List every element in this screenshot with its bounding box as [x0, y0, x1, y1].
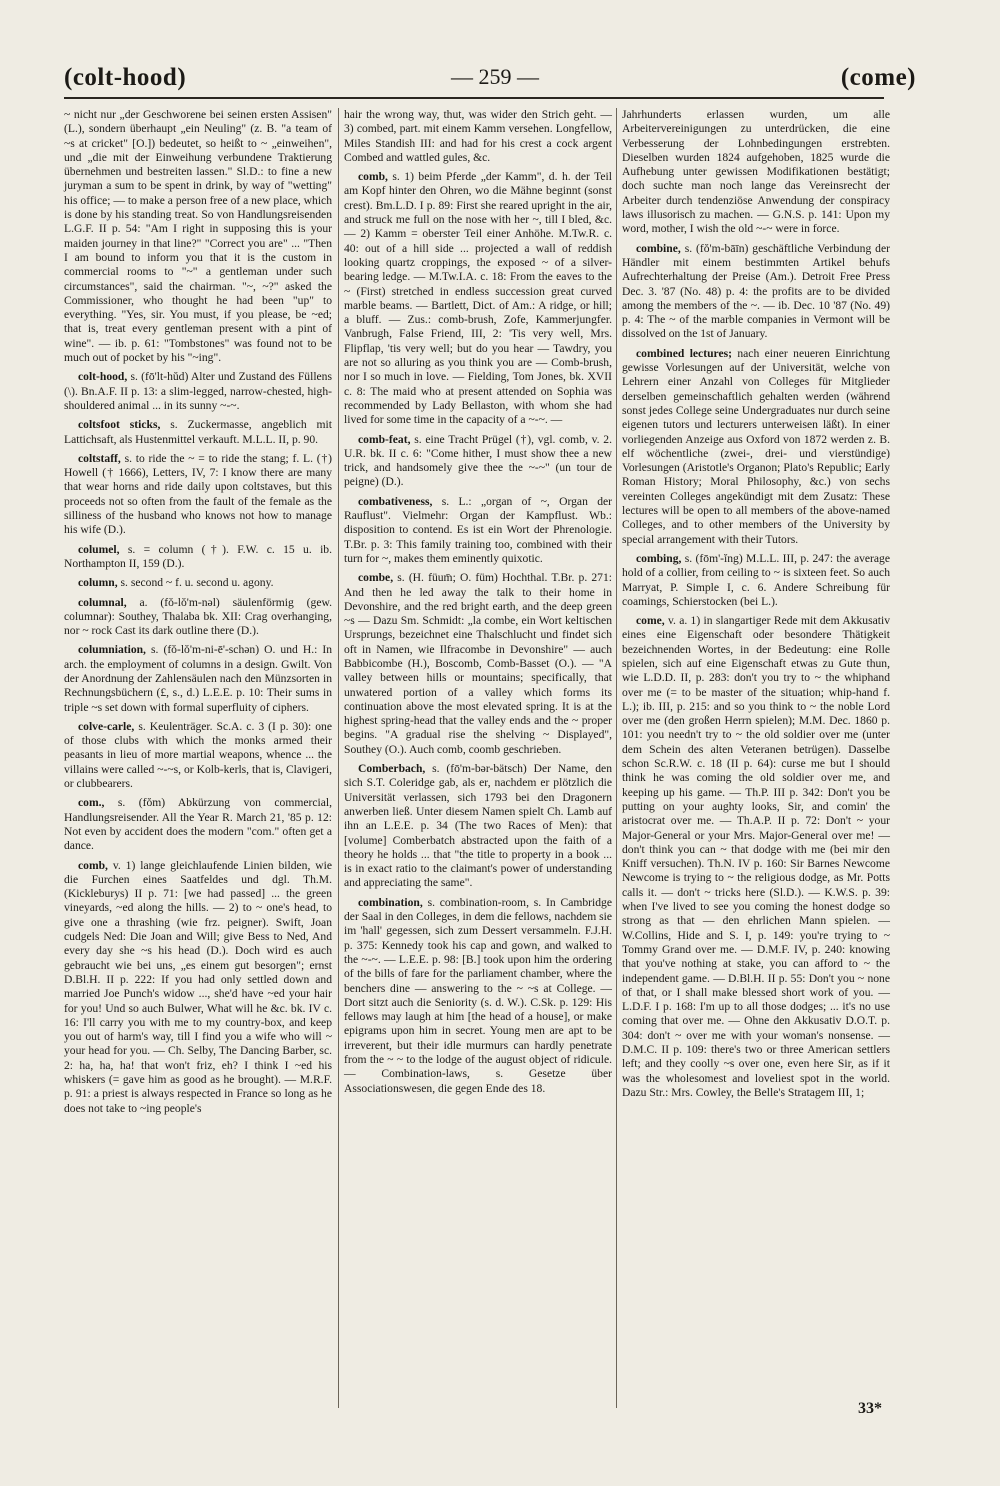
- entry-text: s. eine Tracht Prügel (†), vgl. comb, v. 2. U.R. bk. II c. 6: "Come hither, I must show thee a new trick, and handsomely give thee the ~-~" (un tour de peigne) (D.).: [344, 432, 612, 489]
- entry-text: s. combination-room, s. In Cambridge der Saal in den Colleges, in dem die fellows, nachdem sie im 'hall' gegessen, sich zum Dessert versammeln. F.J.H. p. 375: Kennedy took his cap and gown, and walked to the ~-~. — L.E.E. p. 98: [B.] took upon him the ordering of the bills of fare for the parliament chamber, where the benchers dine — answering to the ~ ~s at College. — Dort sitzt auch die Seniority (s. d. W.). C.Sk. p. 129: His fellows may laugh at him [the head of a house], or make epigrams upon him in secret. Young men are apt to be irreverent, but their idle murmurs can hardly penetrate from the ~ ~ to the lodge of the august object of ridicule. — Combination-laws, s. Gesetze über Associationswesen, die gegen Ende des 18.: [344, 895, 612, 1095]
- entry-text: nach einer neueren Einrichtung gewisse Vorlesungen auf der Universität, welche von Lehrern einer Anzahl von Colleges für Mitglieder derselben gemeinschaftlich gehalten werden (während sonst jedes College seine Undergraduates nur durch seine eigenen tutors und lecturers unterweisen läßt). In einer vorliegenden Anzeige aus Oxford von 1872 werden z. B. elf wöchentliche (zwei-, drei- und vierstündige) Vorlesungen (Aristotle's Organon; Plato's Republic; Early Roman History; Moral Philosophy, &c.) von sechs vereinten Colleges angekündigt mit dem Zusatz: These lectures will be open to all members of the above-named Colleges, and to other members of the University by special arrangement with their Tutors.: [622, 346, 890, 546]
- column-divider: [338, 108, 339, 1408]
- dictionary-entry: [64, 859, 332, 1116]
- entry-headword: comb-feat,: [358, 432, 411, 446]
- dictionary-entry: [622, 614, 890, 1100]
- entry-headword: coltstaff,: [78, 451, 121, 465]
- dictionary-entry: [344, 896, 612, 1096]
- entry-headword: combination,: [358, 895, 423, 909]
- entry-headword: coltsfoot sticks,: [78, 418, 161, 432]
- dictionary-entry: [64, 452, 332, 538]
- column-divider: [616, 108, 617, 1408]
- entry-text: s. (fŏ-lŏ'm-ni-ē'-schən) O. und H.: In arch. the employment of columns in a design. Gwilt. Von der Anordnung der Zahlensäulen nach den Münzsorten in Rechnungsbüchern (£, s., d.) L.E.E. p. 10: Their sums in triple ~s set down with formal superfluity of ciphers.: [64, 643, 333, 714]
- dictionary-entry: [622, 108, 890, 237]
- entry-headword: comb,: [358, 170, 388, 184]
- entry-headword: column,: [78, 576, 118, 590]
- entry-headword: columnal,: [78, 595, 127, 609]
- dictionary-entry: [64, 543, 332, 572]
- dictionary-entry: [622, 347, 890, 547]
- dictionary-entry: [344, 170, 612, 427]
- entry-text: s. (fŏm) Abkürzung von commercial, Handlungsreisender. All the Year R. March 21, '85 p. 12: Not even by accident does the modern "com." often get a dance.: [64, 796, 332, 853]
- entry-text: s. Keulenträger. Sc.A. c. 3 (I p. 30): one of those clubs with which the monks armed their peasants in lieu of more martial weapons, whence ... the villains were called ~-~s, or Kolb-kerls, that is, Clavigeri, or clubbearers.: [64, 719, 332, 791]
- entry-text: Jahrhunderts erlassen wurden, um alle Arbeitervereinigungen zu unterdrücken, die eine Verbesserung der Lohnbedingungen erstrebten. Dieselben wurden 1824 aufgehoben, 1825 wurde die Aufhebung unter gewissen Modifikationen bestätigt; doch suchte man noch lange das Vereinsrecht der Arbeiter durch tendenziöse Anwendung der conspiracy laws illusorisch zu machen. — G.N.S. p. 141: Upon my word, mother, I wish the old ~-~ were in force.: [622, 108, 890, 236]
- dictionary-entry: [64, 796, 332, 853]
- dictionary-entry: [64, 418, 332, 447]
- entry-text: s. second ~ f. u. second u. agony.: [120, 576, 274, 590]
- signature-mark: 33*: [858, 1400, 882, 1417]
- dictionary-entry: [64, 370, 332, 413]
- entry-headword: combine,: [636, 241, 681, 255]
- entry-headword: combing,: [636, 551, 682, 565]
- column-middle: [344, 108, 612, 1101]
- entry-headword: combe,: [358, 571, 394, 585]
- entry-text: s. 1) beim Pferde „der Kamm", d. h. der Teil am Kopf hinter den Ohren, wo die Mähne beginnt (sonst crest). Bm.L.D. I p. 89: First she reared upright in the air, and struck me full on the nose with her ~, till I bled, &c. — 2) Kamm = oberster Teil einer Anhöhe. M.Tw.R. c. 40: out of a hill side ... projected a wall of reddish looking quartz croppings, the exposed ~ of a silver-bearing ledge. — M.Tw.I.A. c. 18: From the eaves to the ~ (First) stretched in endless succession great curved marble beams. — Bartlett, Dict. of Am.: A ridge, or hill; a bluff. — Zus.: comb-brush, Zofe, Kammerjungfer. Vanbrugh, False Friend, III, 2: 'Tis very well, Mrs. Flipflap, 'tis very well; but do you hear — Tawdry, you are not so alluring as you think you are — Comb-brush, nor I so much in love. — Fielding, Tom Jones, bk. XVII c. 8: The maid who at present attended on Sophia was recommended by Lady Bellaston, with whom she had lived for some time in the capacity of a ~-~. —: [344, 170, 613, 427]
- entry-text: v. 1) lange gleichlaufende Linien bilden, wie die Furchen eines Saatfeldes und dgl. Th.M. (Kickleburys) II p. 71: [we had passed] ... the green vineyards, ~ed along the hills. — 2) to ~ one's head, to give one a thrashing (wie frz. peigner). Swift, Joan cudgels Ned: Die Joan and Will; give Bess to Ned, And every day she ~s his head (D.). Doch wird es auch gebraucht wie bei uns, „es einem gut besorgen"; ernst D.Bl.H. II p. 222: If you had only settled down and married Joe Punch's widow ..., she'd have ~ed your hair for you! Und so auch Bulwer, What will he &c. bk. IV c. 16: I'll carry you with me to my country-box, and keep you out of harm's way, till I find you a wife who will ~ your head for you. — Ch. Selby, The Dancing Barber, sc. 2: ha, ha, ha! that won't friz, eh? I think I ~ed his whiskers (= gave him as good as he brought). — M.R.F. p. 91: a priest is always respected in France so long as he does not take to ~ing people's: [64, 858, 332, 1115]
- entry-text: v. a. 1) in slangartiger Rede mit dem Akkusativ eines eine Eigenschaft oder besondere Thätigkeit bezeichnenden Wortes, in der Bedeutung: eine Rolle spielen, sich auf eine Eigenschaft etwas zu Gute thun, wie L.D.D. II, p. 283: don't you try to ~ the whiphand over me (= to be master of the situation; whip-hand f. L.); ib. III, p. 215: and so you think to ~ the noble Lord over me (den großen Herrn spielen); M.M. Dec. 1860 p. 101: you needn't try to ~ the old soldier over me (unter dem Schein des alten Veteranen betrügen). Dasselbe schon Sc.R.W. c. 18 (II p. 64): curse me but I should think he was coming the old soldier over me, and keeping up his game. — Th.P. III p. 342: Don't you be putting on your aughty looks, Sir, and comin' the aristocrat over me. — Th.A.P. II p. 72: Don't ~ your Major-General or your Mrs. Major-General over me! — don't think you can ~ that dodge with me (bei mir den Kniff versuchen). Th.N. IV p. 160: Sir Barnes Newcome Newcome is trying to ~ the religious dodge, as Mr. Potts calls it. — don't ~ tricks here (Sl.D.). — K.W.S. p. 39: when I've lived to see you coming the honest dodge so strong as that — den ehrlichen Mann spielen. — W.Collins, Hide and S. I, p. 149: you're trying to ~ Tommy Grand over me. — D.M.F. IV, p. 240: knowing that you've nothing at stake, you can afford to ~ the independent game. — D.Bl.H. II p. 55: Don't you ~ none of that, or I shall make blessed short work of you. — L.D.F. I p. 168: I'm up to all those dodges; ... it's no use coming that over me. — Ohne den Akkusativ D.O.T. p. 304: don't ~ over me with your woman's nonsense. — D.M.C. II p. 109: there's two or three American settlers left; and they coolly ~s over one, even here Sir, as if it was the wholesomest and loveliest spot in the world. Dazu Str.: Mrs. Cowley, the Belle's Stratagem III, 1;: [622, 614, 891, 1099]
- entry-text: s. (fō'lt-hŭd) Alter und Zustand des Füllens (\). Bn.A.F. II p. 13: a slim-legged, narrow-chested, high-shouldered animal ... in its sunny ~-~.: [64, 370, 332, 412]
- right-guide-word: (come): [840, 64, 916, 91]
- entry-headword: combativeness,: [358, 494, 433, 508]
- entry-text: hair the wrong way, thut, was wider den Strich geht. — 3) combed, part. mit einem Kamm versehen. Longfellow, Miles Standish III: and had for his crest a cock argent Combed and wattled gules, &c.: [344, 108, 612, 164]
- entry-text: s. = column (†). F.W. c. 15 u. ib. Northampton II, 159 (D.).: [64, 542, 332, 570]
- entry-text: s. (fōm'-ĭng) M.L.L. III, p. 247: the average hold of a collier, from ceiling to ~ is sixteen feet. So auch Marryat, P. Simple I, c. 6. Andere Schreibung für coamings, Schierstocken (bei L.).: [622, 551, 890, 608]
- dictionary-entry: [344, 433, 612, 490]
- dictionary-entry: [622, 242, 890, 342]
- entry-headword: columel,: [78, 542, 120, 556]
- dictionary-entry: [64, 720, 332, 791]
- column-left: [64, 108, 332, 1121]
- dictionary-entry: [344, 495, 612, 566]
- entry-headword: com.,: [78, 796, 105, 810]
- dictionary-entry: [64, 596, 332, 639]
- left-guide-word: (colt-hood): [64, 64, 187, 91]
- dictionary-entry: [344, 571, 612, 757]
- entry-headword: colve-carle,: [78, 719, 135, 733]
- entry-headword: come,: [636, 614, 665, 628]
- column-right: [622, 108, 890, 1105]
- entry-headword: combined lectures;: [636, 346, 732, 360]
- dictionary-entry: [64, 643, 332, 714]
- page-number: — 259 —: [451, 64, 539, 89]
- dictionary-entry: [64, 576, 332, 590]
- dictionary-entry: [64, 108, 332, 365]
- entry-headword: Comberbach,: [358, 762, 426, 776]
- entry-text: s. (fō'm-bər-bätsch) Der Name, den sich S.T. Coleridge gab, als er, nachdem er plötzlich die Universität verlassen, sich 1793 bei den Dragonern anwerben ließ. Unter diesem Namen spielt Ch. Lamb auf ihn an L.E.E. p. 34 (The two Races of Men): that [volume] Comberbatch abstracted upon the faith of a theory he holds ... that "the title to property in a book ... is in exact ratio to the claimant's power of understanding and appreciating the same".: [344, 762, 612, 890]
- entry-headword: comb,: [78, 858, 108, 872]
- entry-text: s. Zuckermasse, angeblich mit Lattichsaft, als Hustenmittel verkauft. M.L.L. II, p. 90.: [64, 418, 332, 446]
- entry-text: s. (fŏ'm-bāīn) geschäftliche Verbindung der Händler mit einem bestimmten Artikel behufs Aufrechterhaltung der Preise (Am.). Detroit Free Press Dec. 3. '87 (No. 48) p. 4: the profits are to be divided among the members of the ~. — ib. Dec. 10 '87 (No. 49) p. 4: The ~ of the marble companies in Vermont will be dissolved on the 1st of January.: [622, 241, 890, 341]
- dictionary-entry: [344, 108, 612, 165]
- entry-text: s. (H. füum̄; O. füm) Hochthal. T.Br. p. 271: And then he led away the talk to their home in Devonshire, and the red bright earth, and the deep green ~s — Dazu Sm. Schmidt: „la combe, ein Wort keltischen Ursprungs, bezeichnet eine Thalschlucht und findet sich oft in Namen, wie Ilfracombe in Devonshire" — auch Babbicombe (H.), Boscomb, Comb-Basset (O.). — "A valley between hills or mountains; specifically, that unwatered portion of a valley which forms its continuation above the most elevated spring. It is at the highest spring-head that the valley ends and the ~ proper begins. "A gradual rise the shelving ~ Displayed", Southey (O.). Auch comb, coomb geschrieben.: [344, 571, 612, 756]
- entry-headword: columniation,: [78, 643, 146, 657]
- header-rule: [64, 97, 884, 99]
- dictionary-entry: [344, 762, 612, 891]
- entry-text: s. L.: „organ of ~, Organ der Rauflust". Vielmehr: Organ der Kampflust. Wb.: disposition to contend. Es ist ein Wort der Phrenologie. T.Br. p. 3: This family training too, combined with their turn for ~, makes them eminently quixotic.: [344, 494, 612, 565]
- entry-text: ~ nicht nur „der Geschworene bei seinen ersten Assisen" (L.), sondern überhaupt „ein Neuling" (z. B. "a team of ~s at cricket" [O.]) bedeutet, so heißt to ~ „einweihen", und „die mit der Einweihung verbundene Traktierung übernehmen und bestreiten lassen." Sl.D.: to fine a new juryman a sum to be spent in drink, by way of "wetting" his office; — to make a person free of a new place, which is done by his standing treat. So von Handlungsreisenden L.G.F. II p. 54: "Am I right in supposing this is your maiden journey in that line?" "Correct you are" ... "Then I am bound to inform you that it is the custom in commercial rooms to "~" a gentleman under such circumstances", said the chairman. "~, ~?" asked the Commissioner, who thought he had been "up" to everything. "Yes, sir. You must, if you please, be ~ed; that is, treat every gentleman present with a pint of wine". — ib. p. 61: "Tombstones" was found not to be much out of pocket by his "~ing".: [64, 108, 332, 365]
- entry-text: a. (fŏ-lŏ'm-nəl) säulenförmig (gew. columnar): Southey, Thalaba bk. XII: Crag overhanging, nor ~ rock Cast its dark outline there (D.).: [64, 595, 332, 638]
- entry-text: s. to ride the ~ = to ride the stang; f. L. (†) Howell († 1666), Letters, IV, 7: I know there are many that wear horns and ride daily upon coltstaves, but this proceeds not so often from the fault of the female as the silliness of the husband who knows not how to manage his wife (D.).: [64, 451, 332, 537]
- dictionary-entry: [622, 552, 890, 609]
- entry-headword: colt-hood,: [78, 370, 128, 384]
